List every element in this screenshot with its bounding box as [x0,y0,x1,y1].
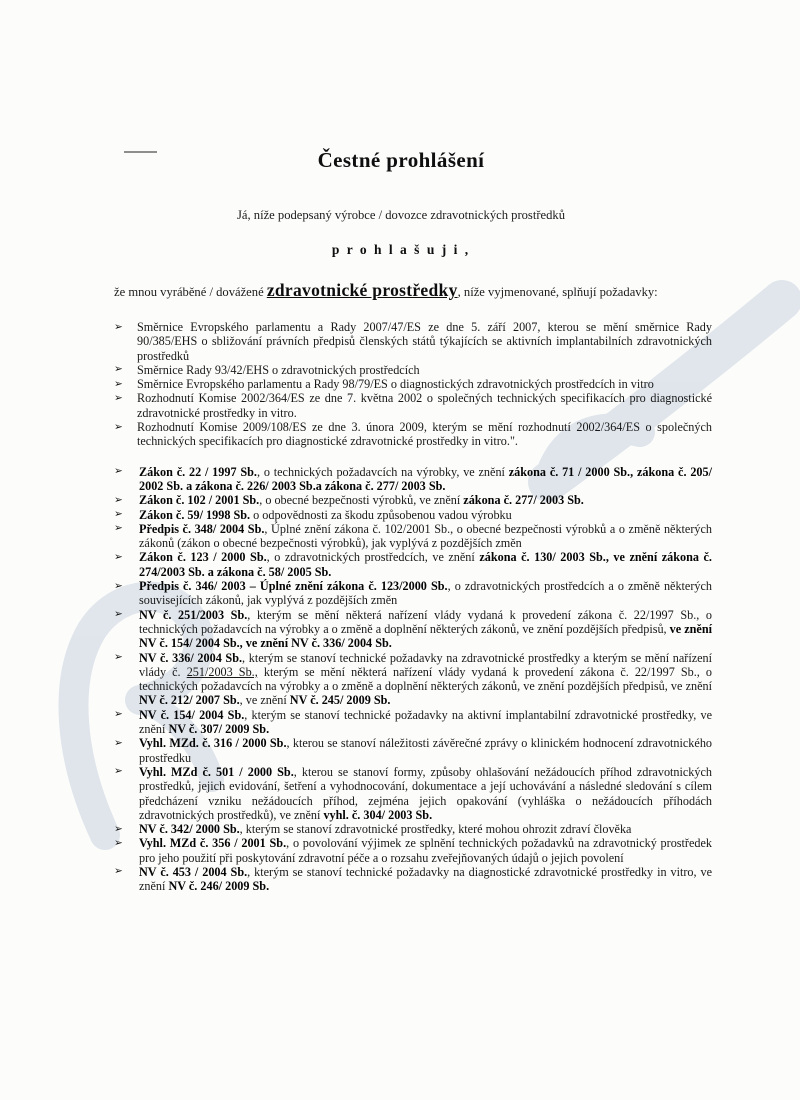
subject-highlight: zdravotnické prostředky [266,280,458,300]
list-item-text: NV č. 342/ 2000 Sb., kterým se stanoví zdravotnické prostředky, které mohou ohrozit zdraví člověka [139,822,632,837]
list-item-text: Předpis č. 346/ 2003 – Úplné znění zákona č. 123/2000 Sb., o zdravotnických prostředcích a o změně některých souvisejících zákonů, jak vyplývá z pozdějších změn [139,579,712,608]
page-title: Čestné prohlášení [317,148,485,172]
arrow-bullet-icon: ➢ [114,823,123,835]
list-item-text: Rozhodnutí Komise 2009/108/ES ze dne 3. února 2009, kterým se mění rozhodnutí 2002/364/ES o společných technických specifikacích pro diagnostické zdravotnické prostředky in vitro.". [137,420,712,449]
eu-directives-list [112,320,712,449]
list-item-text: Vyhl. MZd č. 501 / 2000 Sb., kterou se stanoví formy, způsoby ohlašování nežádoucích příhod zdravotnických prostředků, jejich evidování, šetření a vyhodnocování, dokumentace a její uchovávání a následné sledování s cílem předcházení vzniku nežádoucích příhod, zejména jejich opakování (vyhláška o nežádoucích příhodách zdravotnických prostředků), ve znění vyhl. č. 304/ 2003 Sb. [139,764,712,822]
list-item [112,363,712,377]
list-item [112,579,712,608]
arrow-bullet-icon: ➢ [114,494,123,506]
list-item [112,765,712,822]
subject-prefix: že mnou vyráběné / dovážené [114,285,267,299]
list-item [112,708,712,737]
list-item-text: NV č. 251/2003 Sb., kterým se mění některá nařízení vlády vydaná k provedení zákona č. 22/1997 Sb., o technických požadavcích na výrobky a o změně a doplnění některých zákonů, ve znění pozdějších předpisů, ve znění NV č. 154/ 2004 Sb., ve znění NV č. 336/ 2004 Sb. [139,607,713,651]
list-item [112,522,712,551]
arrow-bullet-icon: ➢ [114,652,123,664]
list-item-text: NV č. 336/ 2004 Sb., kterým se stanoví technické požadavky na zdravotnické prostředky a kterým se mění nařízení vlády č. 251/2003 Sb., kterým se mění některá nařízení vlády vydaná k provedení zákona č. 22/1997 Sb., o technických požadavcích na výrobky a o změně a doplnění některých zákonů, ve znění pozdějších předpisů, ve znění NV č. 212/ 2007 Sb., ve znění NV č. 245/ 2009 Sb. [139,650,713,708]
list-item [112,391,712,420]
arrow-bullet-icon: ➢ [114,709,123,721]
list-item [112,865,712,894]
list-item [112,836,712,865]
list-item-text: Vyhl. MZd. č. 316 / 2000 Sb., kterou se stanoví náležitosti závěrečné zprávy o klinickém hodnocení zdravotnického prostředku [139,736,713,765]
list-item [112,822,712,836]
list-item-text: Rozhodnutí Komise 2002/364/ES ze dne 7. května 2002 o společných technických specifikacích pro diagnostické zdravotnické prostředky in vitro. [137,391,712,420]
document-body [112,0,712,894]
arrow-bullet-icon: ➢ [114,837,123,849]
list-item-text: Zákon č. 102 / 2001 Sb., o obecné bezpečnosti výrobků, ve znění zákona č. 277/ 2003 Sb. [139,493,584,508]
list-item-text: Zákon č. 22 / 1997 Sb., o technických požadavcích na výrobky, ve znění zákona č. 71 / 2000 Sb., zákona č. 205/ 2002 Sb. a zákona č. 226/ 2003 Sb.a zákona č. 277/ 2003 Sb. [139,464,712,493]
arrow-bullet-icon: ➢ [114,737,123,749]
arrow-bullet-icon: ➢ [114,551,123,563]
arrow-bullet-icon: ➢ [114,866,123,878]
list-item [112,608,712,651]
national-laws-list [112,465,712,894]
list-item [112,465,712,494]
list-item-text: Vyhl. MZd č. 356 / 2001 Sb., o povolování výjimek ze splnění technických požadavků na zdravotnický prostředek pro jeho použití při poskytování zdravotní péče a o rozsahu zveřejňovaných údajů o jejich povolení [139,836,712,865]
arrow-bullet-icon: ➢ [114,509,123,521]
arrow-bullet-icon: ➢ [114,392,123,404]
subject-suffix: , níže vyjmenované, splňují požadavky: [457,285,658,299]
list-item [112,508,712,522]
arrow-bullet-icon: ➢ [114,766,123,778]
list-item-text: Směrnice Evropského parlamentu a Rady 2007/47/ES ze dne 5. září 2007, kterou se mění směrnice Rady 90/385/EHS o sbližování právních předpisů členských států týkajících se aktivních implantabilních zdravotnických prostředků [137,320,712,363]
list-item [112,651,712,708]
list-item [112,550,712,579]
list-item-text: Zákon č. 59/ 1998 Sb. o odpovědnosti za škodu způsobenou vadou výrobku [139,507,512,522]
list-item [112,420,712,449]
arrow-bullet-icon: ➢ [114,321,123,333]
scan-artifact-dash [124,151,157,153]
arrow-bullet-icon: ➢ [114,609,123,621]
arrow-bullet-icon: ➢ [114,580,123,592]
list-item [112,320,712,363]
list-item [112,377,712,391]
list-item-text: Předpis č. 348/ 2004 Sb., Úplné znění zákona č. 102/2001 Sb., o obecné bezpečnosti výrobků a o změně některých zákonů (zákon o obecné bezpečnosti výrobků), jak vyplývá z pozdějších změn [139,521,712,551]
arrow-bullet-icon: ➢ [114,378,123,390]
subject-line [114,279,712,303]
arrow-bullet-icon: ➢ [114,523,123,535]
declaration-word: p r o h l a š u j i , [331,242,471,257]
list-item [112,493,712,507]
intro-line: Já, níže podepsaný výrobce / dovozce zdravotnických prostředků [236,208,566,222]
arrow-bullet-icon: ➢ [114,466,123,478]
list-item-text: Zákon č. 123 / 2000 Sb., o zdravotnických prostředcích, ve znění zákona č. 130/ 2003 Sb., ve znění zákona č. 274/2003 Sb. a zákona č. 58/ 2005 Sb. [139,550,712,579]
arrow-bullet-icon: ➢ [114,364,123,376]
list-item-text: Směrnice Rady 93/42/EHS o zdravotnických prostředcích [137,362,420,377]
list-item [112,736,712,765]
list-item-text: Směrnice Evropského parlamentu a Rady 98/79/ES o diagnostických zdravotnických prostředcích in vitro [137,377,654,392]
arrow-bullet-icon: ➢ [114,421,123,433]
list-item-text: NV č. 453 / 2004 Sb., kterým se stanoví technické požadavky na diagnostické zdravotnické prostředky in vitro, ve znění NV č. 246/ 2009 Sb. [139,864,713,894]
list-item-text: NV č. 154/ 2004 Sb., kterým se stanoví technické požadavky na aktivní implantabilní zdravotnické prostředky, ve znění NV č. 307/ 2009 Sb. [139,707,713,737]
